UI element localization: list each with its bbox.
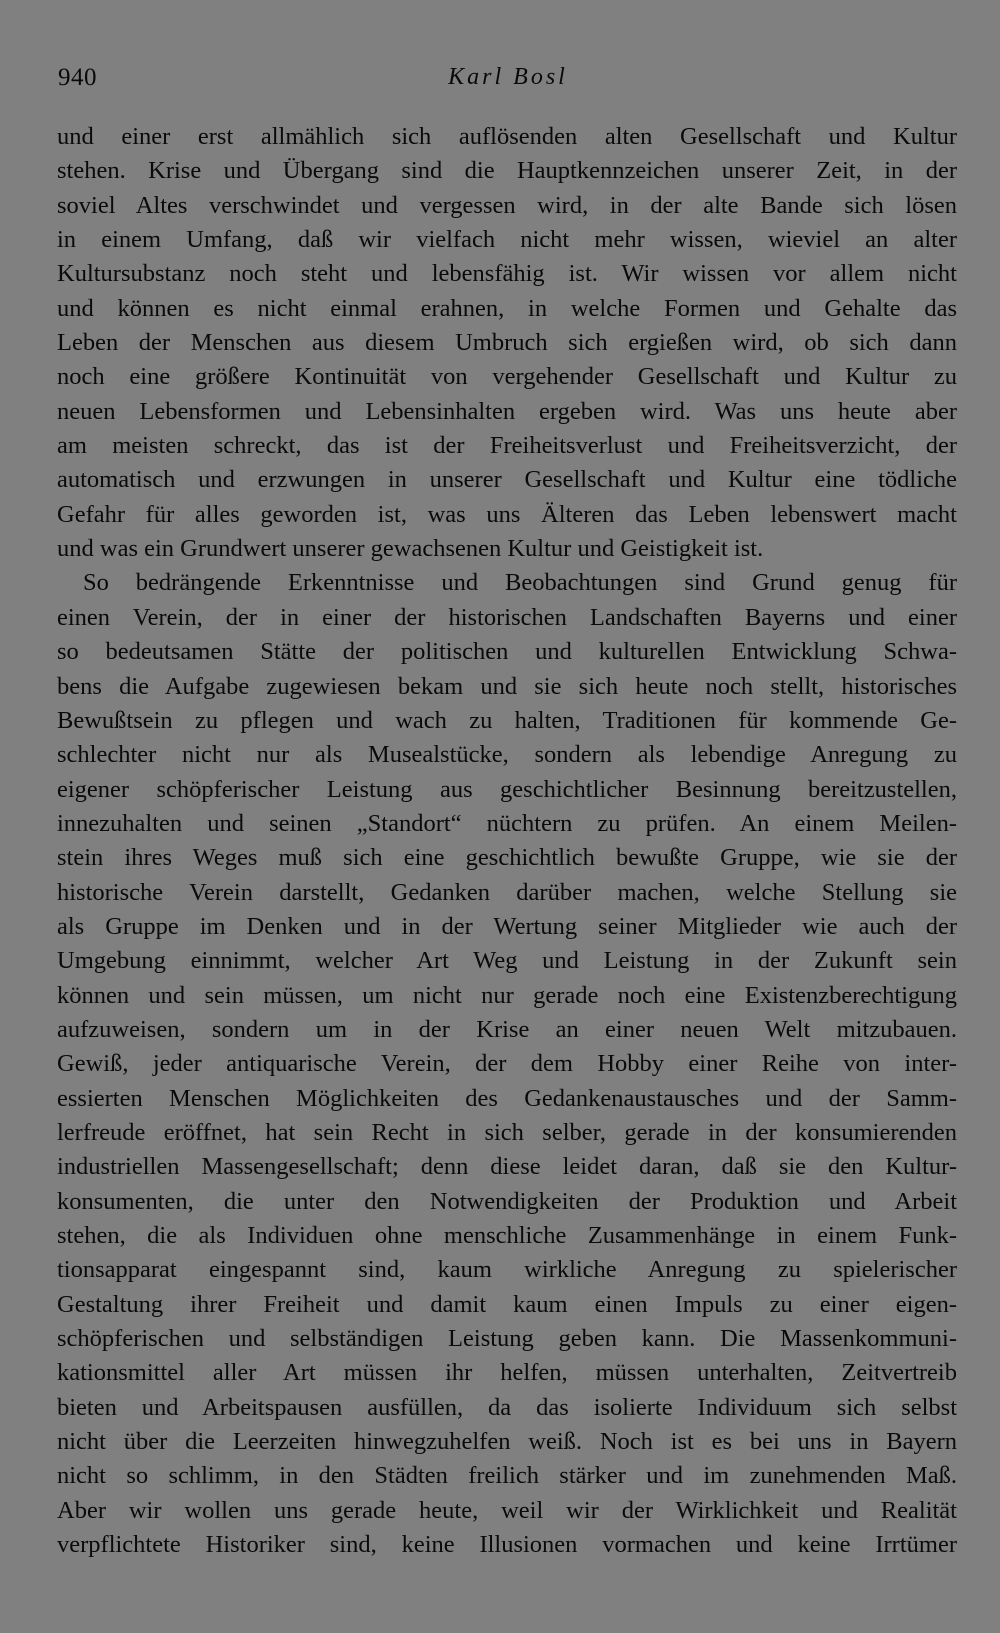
text-line: tionsapparat eingespannt sind, kaum wirkliche Anregung zu spielerischer [57,1256,957,1284]
text-line: industriellen Massengesellschaft; denn diese leidet daran, daß sie den Kultur- [57,1153,957,1181]
text-line: Gefahr für alles geworden ist, was uns Älteren das Leben lebenswert macht [57,500,957,528]
text-line: neuen Lebensformen und Lebensinhalten ergeben wird. Was uns heute aber [57,397,957,425]
text-line: konsumenten, die unter den Notwendigkeiten der Produktion und Arbeit [57,1187,957,1215]
text-line: so bedeutsamen Stätte der politischen und kulturellen Entwicklung Schwa- [57,638,957,666]
running-head: Karl Bosl [448,64,568,90]
paragraph [57,566,957,1562]
text-line: bens die Aufgabe zugewiesen bekam und sie sich heute noch stellt, historisches [57,672,957,700]
text-line: stehen, die als Individuen ohne menschliche Zusammenhänge in einem Funk- [57,1222,957,1249]
text-line: Leben der Menschen aus diesem Umbruch sich ergießen wird, ob sich dann [57,329,957,357]
text-line: So bedrängende Erkenntnisse und Beobachtungen sind Grund genug für [83,569,957,597]
text-line: historische Verein darstellt, Gedanken darüber machen, welche Stellung sie [57,878,957,906]
text-line: in einem Umfang, daß wir vielfach nicht mehr wissen, wieviel an alter [57,226,957,254]
text-line: essierten Menschen Möglichkeiten des Gedankenaustausches und der Samm- [57,1084,957,1112]
text-line: bieten und Arbeitspausen ausfüllen, da das isolierte Individuum sich selbst [57,1393,957,1421]
text-line: soviel Altes verschwindet und vergessen wird, in der alte Bande sich lösen [57,191,957,219]
text-line: innezuhalten und seinen „Standort“ nüchtern zu prüfen. An einem Meilen- [57,809,957,837]
text-line: automatisch und erzwungen in unserer Gesellschaft und Kultur eine tödliche [57,466,957,494]
text-line: Kultursubstanz noch steht und lebensfähig ist. Wir wissen vor allem nicht [57,260,957,288]
text-line: Gestaltung ihrer Freiheit und damit kaum einen Impuls zu einer eigen- [57,1290,957,1318]
text-line: schöpferischen und selbständigen Leistung geben kann. Die Massenkommuni- [57,1325,957,1353]
text-line: Bewußtsein zu pflegen und wach zu halten, Traditionen für kommende Ge- [57,706,957,734]
text-line: Gewiß, jeder antiquarische Verein, der dem Hobby einer Reihe von inter- [57,1050,957,1078]
text-line: und können es nicht einmal erahnen, in welche Formen und Gehalte das [57,294,957,322]
text-line: können und sein müssen, um nicht nur gerade noch eine Existenzberechtigung [57,981,957,1009]
text-line: noch eine größere Kontinuität von vergehender Gesellschaft und Kultur zu [57,363,957,391]
text-line: Aber wir wollen uns gerade heute, weil wir der Wirklichkeit und Realität [57,1496,957,1524]
text-line: aufzuweisen, sondern um in der Krise an einer neuen Welt mitzubauen. [57,1015,957,1043]
page-header [58,64,958,104]
body-text [57,120,957,1562]
text-line: und einer erst allmählich sich auflösenden alten Gesellschaft und Kultur [57,123,957,150]
text-line: schlechter nicht nur als Musealstücke, sondern als lebendige Anregung zu [57,741,957,769]
text-line: stein ihres Weges muß sich eine geschichtlich bewußte Gruppe, wie sie der [57,844,957,872]
text-line: einen Verein, der in einer der historischen Landschaften Bayerns und einer [57,603,957,631]
paragraph [57,120,957,566]
text-line: Umgebung einnimmt, welcher Art Weg und Leistung in der Zukunft sein [57,947,957,975]
text-line: eigener schöpferischer Leistung aus geschichtlicher Besinnung bereitzustellen, [57,775,957,803]
text-line: am meisten schreckt, das ist der Freiheitsverlust und Freiheitsverzicht, der [57,432,957,460]
text-line: nicht über die Leerzeiten hinwegzuhelfen weiß. Noch ist es bei uns in Bayern [57,1428,957,1456]
text-line: und was ein Grundwert unserer gewachsenen Kultur und Geistigkeit ist. [57,535,764,563]
text-line: verpflichtete Historiker sind, keine Illusionen vormachen und keine Irrtümer [57,1531,957,1559]
page-number: 940 [58,64,97,91]
text-line: als Gruppe im Denken und in der Wertung seiner Mitglieder wie auch der [57,912,957,940]
text-line: kationsmittel aller Art müssen ihr helfen, müssen unterhalten, Zeitvertreib [57,1359,957,1387]
text-line: stehen. Krise und Übergang sind die Hauptkennzeichen unserer Zeit, in der [57,157,957,185]
text-line: lerfreude eröffnet, hat sein Recht in sich selber, gerade in der konsumierenden [57,1118,957,1146]
text-line: nicht so schlimm, in den Städten freilich stärker und im zunehmenden Maß. [57,1462,957,1490]
